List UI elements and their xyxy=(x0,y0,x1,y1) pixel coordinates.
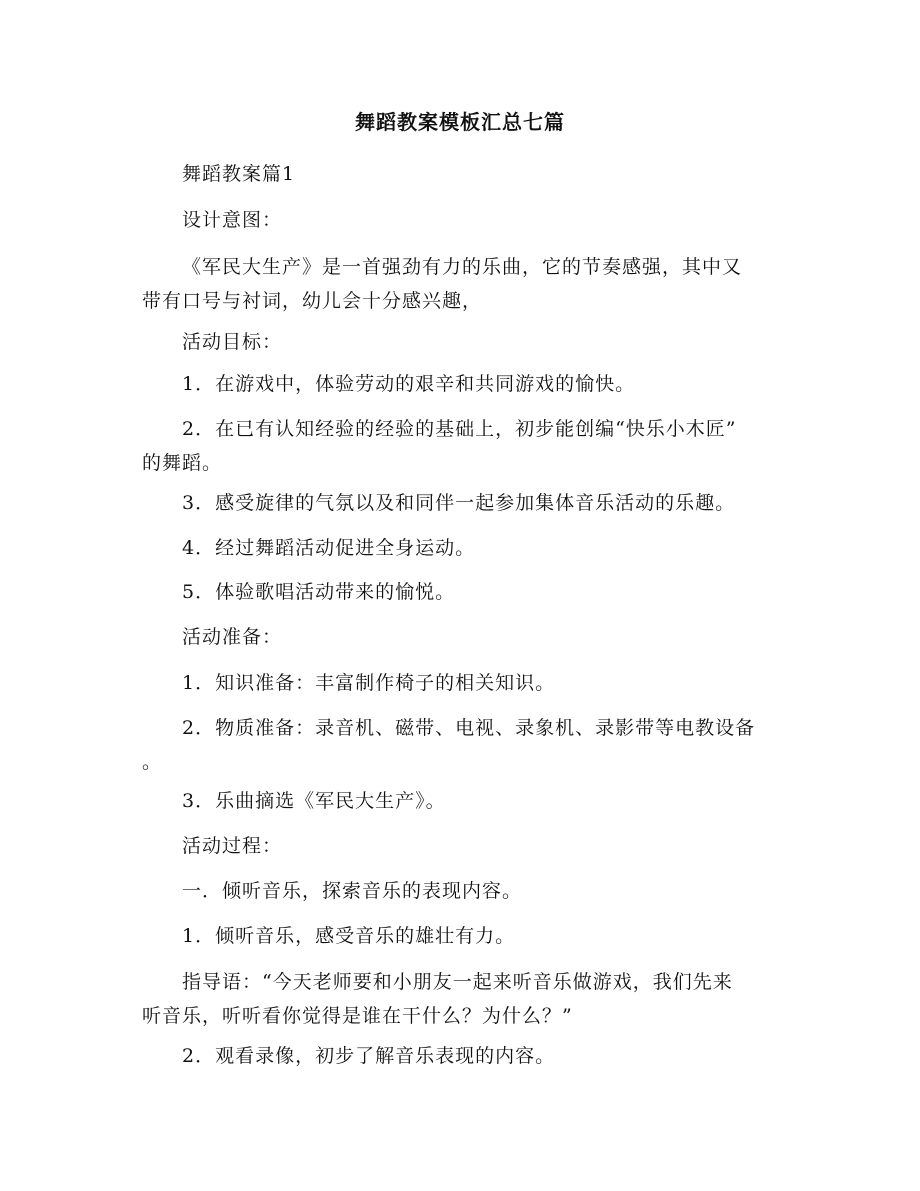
paragraph xyxy=(142,203,782,237)
paragraph xyxy=(142,919,782,953)
paragraph-line: 2．在已有认知经验的经验的基础上，初步能创编“快乐小木匠” xyxy=(182,418,737,440)
paragraph xyxy=(142,874,782,908)
paragraph xyxy=(142,965,782,1033)
paragraph-line: 舞蹈教案篇1 xyxy=(182,163,296,185)
paragraph xyxy=(142,575,782,609)
paragraph xyxy=(142,367,782,401)
paragraph-line: 带有口号与衬词，幼儿会十分感兴趣， xyxy=(142,290,483,312)
paragraph-line: 3．感受旋律的气氛以及和同伴一起参加集体音乐活动的乐趣。 xyxy=(182,492,736,514)
paragraph xyxy=(142,325,782,359)
paragraph-line: 5．体验歌唱活动带来的愉悦。 xyxy=(182,581,456,603)
paragraph-line: 4．经过舞蹈活动促进全身运动。 xyxy=(182,537,476,559)
paragraph xyxy=(142,250,782,318)
paragraph xyxy=(142,412,782,480)
paragraph xyxy=(142,486,782,520)
paragraph-line: 1．知识准备：丰富制作椅子的相关知识。 xyxy=(182,672,556,694)
paragraph xyxy=(142,784,782,818)
paragraph-line: 活动准备： xyxy=(182,626,283,648)
paragraph-line: 1．在游戏中，体验劳动的艰辛和共同游戏的愉快。 xyxy=(182,373,636,395)
paragraph xyxy=(142,711,782,779)
paragraph-line: 《军民大生产》是一首强劲有力的乐曲，它的节奏感强，其中又 xyxy=(182,256,743,278)
paragraph xyxy=(142,157,782,191)
paragraph xyxy=(142,1039,782,1073)
paragraph-line: 听音乐，听听看你觉得是谁在干什么？为什么？” xyxy=(142,1005,573,1027)
paragraph xyxy=(142,666,782,700)
paragraph-line: 活动目标： xyxy=(182,331,283,353)
paragraph xyxy=(142,829,782,863)
paragraph-line: 。 xyxy=(142,751,163,773)
paragraph-line: 2．物质准备：录音机、磁带、电视、录象机、录影带等电教设备 xyxy=(182,717,756,739)
document-title: 舞蹈教案模板汇总七篇 xyxy=(355,110,565,134)
paragraph xyxy=(142,531,782,565)
paragraph-line: 指导语：“今天老师要和小朋友一起来听音乐做游戏，我们先来 xyxy=(182,971,733,993)
paragraph-line: 2．观看录像，初步了解音乐表现的内容。 xyxy=(182,1045,556,1067)
paragraph-line: 1．倾听音乐，感受音乐的雄壮有力。 xyxy=(182,925,516,947)
paragraph-line: 一．倾听音乐，探索音乐的表现内容。 xyxy=(182,880,523,902)
paragraph xyxy=(142,620,782,654)
paragraph-line: 活动过程： xyxy=(182,835,283,857)
paragraph-line: 设计意图： xyxy=(182,209,283,231)
paragraph-line: 的舞蹈。 xyxy=(142,452,223,474)
paragraph-line: 3．乐曲摘选《军民大生产》。 xyxy=(182,790,446,812)
